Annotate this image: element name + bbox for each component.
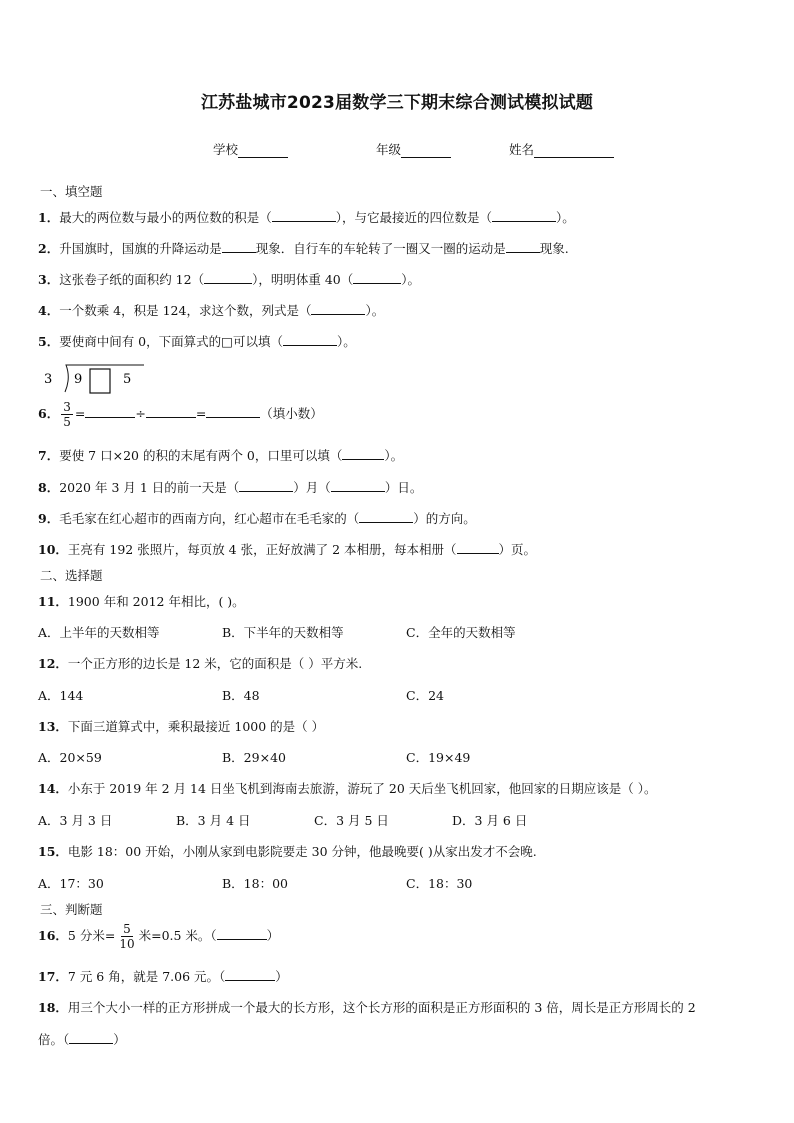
- digit-box[interactable]: [90, 369, 110, 393]
- answer-blank[interactable]: [204, 271, 252, 284]
- question-number: 18．: [38, 1000, 68, 1015]
- answer-blank[interactable]: [283, 333, 337, 346]
- question-18: 18．用三个大小一样的正方形拼成一个最大的长方形，这个长方形的面积是正方形面积的 3 倍，周长是正方形周长的 2: [38, 1000, 696, 1015]
- option-b[interactable]: B．3 月 4 日: [176, 813, 251, 828]
- section-fill-heading: 一、填空题: [40, 184, 103, 199]
- option-d[interactable]: D．3 月 6 日: [452, 813, 528, 828]
- section-judge-heading: 三、判断题: [40, 902, 103, 917]
- school-label: 学校: [213, 142, 239, 157]
- answer-blank[interactable]: [225, 968, 275, 981]
- question-number: 16．: [38, 928, 68, 943]
- option-a[interactable]: A．20×59: [38, 750, 102, 765]
- section-choice-heading: 二、选择题: [40, 568, 103, 583]
- grade-blank[interactable]: [401, 144, 451, 158]
- answer-blank[interactable]: [239, 479, 293, 492]
- question-18-continued: 倍。（ ）: [38, 1032, 126, 1047]
- option-c[interactable]: C．全年的天数相等: [406, 625, 516, 640]
- question-10: 10．王亮有 192 张照片，每页放 4 张，正好放满了 2 本相册，每本相册（ ）页。: [38, 542, 537, 557]
- grade-label: 年级: [376, 142, 402, 157]
- question-12: 12．一个正方形的边长是 12 米，它的面积是（ ）平方米.: [38, 656, 363, 671]
- question-1: 1．最大的两位数与最小的两位数的积是（ ），与它最接近的四位数是（ ）。: [38, 210, 575, 225]
- option-b[interactable]: B．下半年的天数相等: [222, 625, 344, 640]
- question-number: 5．: [38, 334, 60, 349]
- answer-blank[interactable]: [353, 271, 401, 284]
- question-2: 2．升国旗时，国旗的升降运动是 现象．自行车的车轮转了一圈又一圈的运动是 现象.: [38, 241, 569, 256]
- divisor: 3: [44, 372, 53, 387]
- option-b[interactable]: B．48: [222, 688, 260, 703]
- option-b[interactable]: B．18：00: [222, 876, 288, 891]
- answer-blank[interactable]: [206, 405, 260, 418]
- option-c[interactable]: C．3 月 5 日: [314, 813, 389, 828]
- question-5: 5．要使商中间有 0，下面算式的□可以填（ ）。: [38, 334, 356, 349]
- question-number: 4．: [38, 303, 60, 318]
- dividend-digit-3: 5: [123, 372, 132, 387]
- question-8: 8．2020 年 3 月 1 日的前一天是（ ）月（ ）日。: [38, 480, 423, 495]
- name-label: 姓名: [509, 142, 535, 157]
- answer-blank[interactable]: [342, 447, 384, 460]
- answer-blank[interactable]: [272, 209, 336, 222]
- question-7: 7．要使 7 口×20 的积的末尾有两个 0，口里可以填（ ）。: [38, 448, 404, 463]
- school-field: [213, 140, 288, 158]
- school-blank[interactable]: [238, 144, 288, 158]
- question-4: 4．一个数乘 4，积是 124，求这个数，列式是（ ）。: [38, 303, 385, 318]
- question-number: 17．: [38, 969, 68, 984]
- question-16: 16．5 分米= $\frac{5}{10}$ 米=0.5 米。（ ）: [38, 922, 280, 951]
- option-a[interactable]: A．3 月 3 日: [38, 813, 113, 828]
- fraction: $\frac{5}{10}$: [119, 922, 135, 951]
- long-division-figure: [40, 362, 150, 396]
- question-number: 10．: [38, 542, 68, 557]
- option-b[interactable]: B．29×40: [222, 750, 286, 765]
- option-a[interactable]: A．17：30: [38, 876, 104, 891]
- grade-field: [376, 140, 451, 158]
- answer-blank[interactable]: [69, 1031, 113, 1044]
- fraction: $\frac{3}{5}$: [63, 400, 71, 429]
- question-number: 13．: [38, 719, 68, 734]
- name-blank[interactable]: [534, 144, 614, 158]
- answer-blank[interactable]: [457, 541, 499, 554]
- page-title: 江苏盐城市2023届数学三下期末综合测试模拟试题: [200, 93, 594, 113]
- question-number: 6．: [38, 406, 60, 421]
- name-field: [509, 140, 614, 158]
- option-c[interactable]: C．18：30: [406, 876, 473, 891]
- answer-blank[interactable]: [331, 479, 385, 492]
- question-number: 15．: [38, 844, 68, 859]
- question-11: 11．1900 年和 2012 年相比，( )。: [38, 594, 245, 609]
- question-number: 8．: [38, 480, 60, 495]
- question-3: 3．这张卷子纸的面积约 12（ ），明明体重 40（ ）。: [38, 272, 420, 287]
- answer-blank[interactable]: [492, 209, 556, 222]
- question-14: 14．小东于 2019 年 2 月 14 日坐飞机到海南去旅游，游玩了 20 天后坐飞机回家，他回家的日期应该是（ ）。: [38, 781, 657, 796]
- option-a[interactable]: A．上半年的天数相等: [38, 625, 160, 640]
- option-c[interactable]: C．19×49: [406, 750, 471, 765]
- dividend-digit-1: 9: [74, 372, 83, 387]
- question-9: 9．毛毛家在红心超市的西南方向，红心超市在毛毛家的（ ）的方向。: [38, 511, 476, 526]
- question-number: 9．: [38, 511, 60, 526]
- question-number: 2．: [38, 241, 60, 256]
- question-number: 3．: [38, 272, 60, 287]
- answer-blank[interactable]: [222, 240, 256, 253]
- option-a[interactable]: A．144: [38, 688, 84, 703]
- answer-blank[interactable]: [85, 405, 135, 418]
- question-number: 1．: [38, 210, 60, 225]
- question-number: 11．: [38, 594, 68, 609]
- question-number: 14．: [38, 781, 68, 796]
- question-number: 12．: [38, 656, 68, 671]
- option-c[interactable]: C．24: [406, 688, 444, 703]
- answer-blank[interactable]: [359, 510, 413, 523]
- answer-blank[interactable]: [217, 927, 267, 940]
- question-17: 17．7 元 6 角，就是 7.06 元。（ ）: [38, 969, 288, 984]
- answer-blank[interactable]: [506, 240, 540, 253]
- question-6: 6． $\frac{3}{5}$ = ÷ = （填小数）: [38, 400, 323, 429]
- answer-blank[interactable]: [311, 302, 365, 315]
- question-13: 13．下面三道算式中，乘积最接近 1000 的是（ ）: [38, 719, 325, 734]
- question-15: 15．电影 18：00 开始，小刚从家到电影院要走 30 分钟，他最晚要( )从家出发才不会晚.: [38, 844, 537, 859]
- question-number: 7．: [38, 448, 60, 463]
- answer-blank[interactable]: [146, 405, 196, 418]
